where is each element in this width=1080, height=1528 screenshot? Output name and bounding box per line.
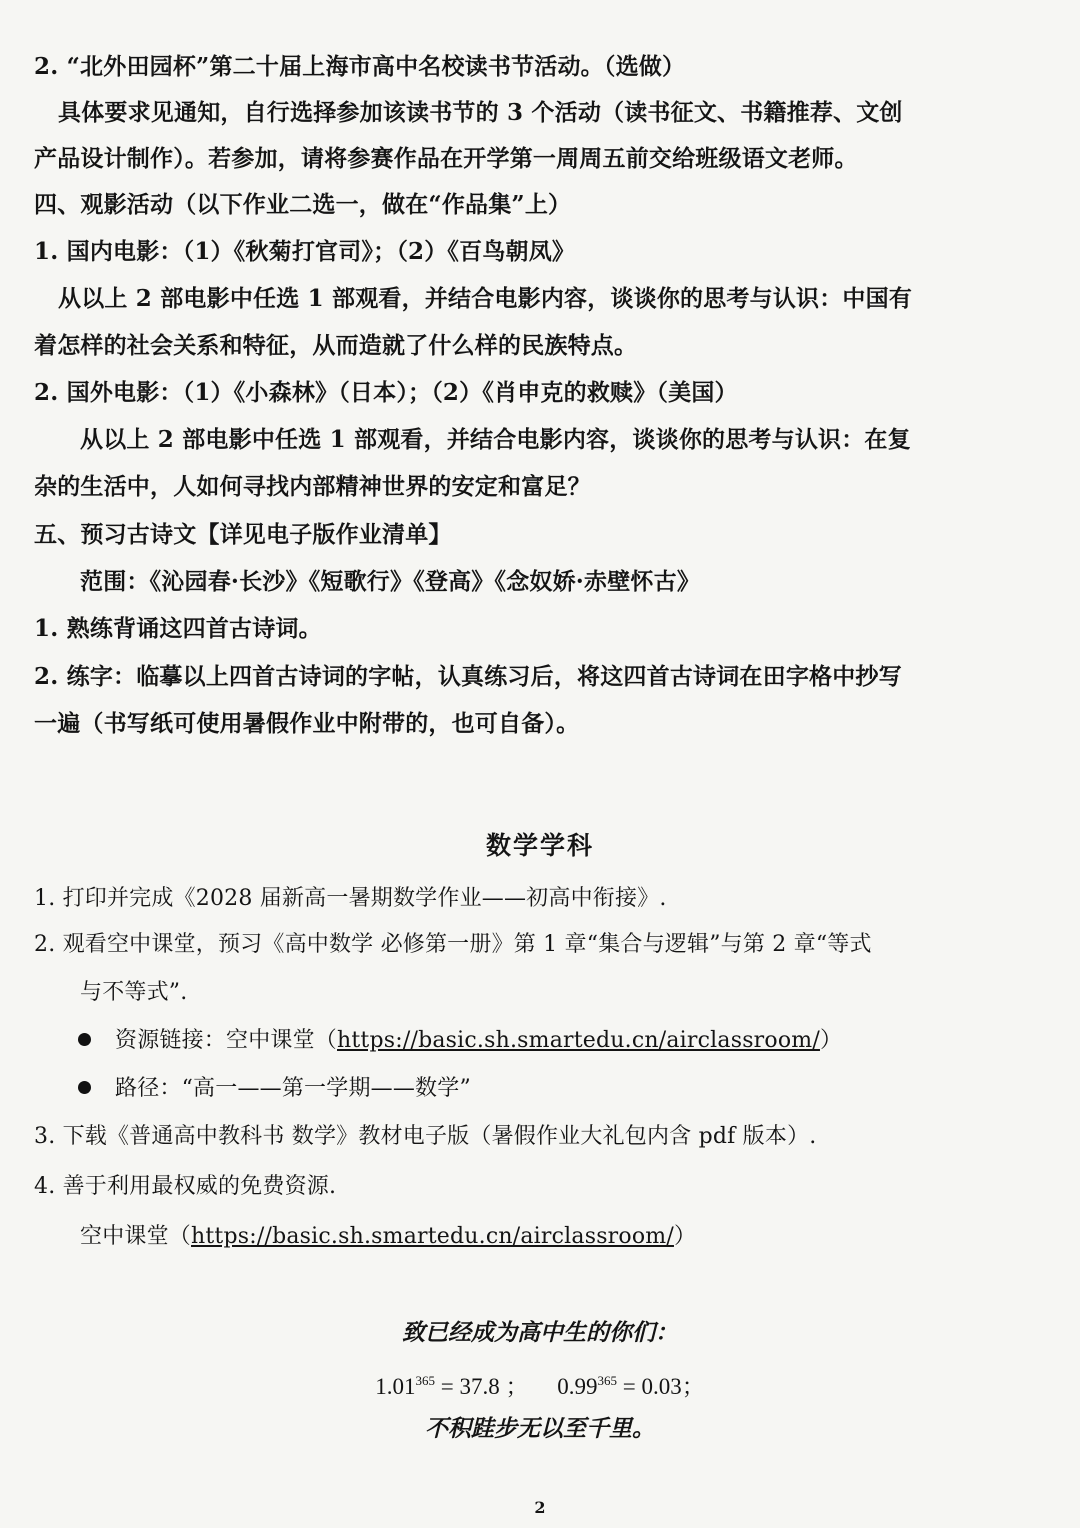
closing-greeting: 致已经成为高中生的你们： [402, 1319, 678, 1346]
math-item-3: 3. 下载《普通高中教科书 数学》教材电子版（暑假作业大礼包内含 pdf 版本）. [34, 1124, 817, 1149]
math-item-2: 2. 观看空中课堂，预习《高中数学 必修第一册》第 1 章“集合与逻辑”与第 2 章“等式 [34, 932, 872, 957]
resource-link-bullet [78, 1026, 1050, 1056]
movie-activity-heading: 四、观影活动（以下作业二选一，做在“作品集”上） [34, 191, 572, 218]
bullet-icon [78, 1081, 91, 1094]
formula-line [0, 1366, 1080, 1402]
domestic-movies: 1. 国内电影：（1）《秋菊打官司》；（2）《百鸟朝凤》 [34, 238, 576, 265]
poetry-recite: 1. 熟练背诵这四首古诗词。 [34, 615, 322, 642]
path-bullet [78, 1074, 1050, 1104]
foreign-movies-task: 从以上 2 部电影中任选 1 部观看，并结合电影内容，谈谈你的思考与认识：在复 [80, 426, 911, 453]
airclassroom-label: 空中课堂（ [80, 1224, 192, 1249]
foreign-movies: 2. 国外电影：（1）《小森林》（日本）；（2）《肖申克的救赎》（美国） [34, 379, 738, 406]
bullet-icon [78, 1033, 91, 1046]
formula-2: $0.99^{365} = 0.03$； [557, 1373, 705, 1399]
math-item-4: 4. 善于利用最权威的免费资源. [34, 1174, 337, 1199]
resource-link-close: ） [819, 1028, 843, 1053]
math-item-1: 1. 打印并完成《2028 届新高一暑期数学作业——初高中衔接》. [34, 886, 667, 911]
foreign-movies-task-cont: 杂的生活中，人如何寻找内部精神世界的安定和富足？ [34, 473, 591, 500]
math-section-title: 数学学科 [485, 831, 594, 860]
path-text: 路径：“高一——第一学期——数学” [115, 1076, 471, 1101]
airclassroom-close: ） [673, 1224, 697, 1249]
closing-motto: 不积跬步无以至千里。 [425, 1415, 655, 1442]
airclassroom-link-2[interactable]: https://basic.sh.smartedu.cn/airclassroom/ [191, 1224, 674, 1249]
poetry-copy-cont: 一遍（书写纸可使用暑假作业中附带的，也可自备）。 [34, 710, 580, 737]
page-number: 2 [534, 1498, 546, 1517]
poetry-copy: 2. 练字：临摹以上四首古诗词的字帖，认真练习后，将这四首古诗词在田字格中抄写 [34, 663, 902, 690]
domestic-movies-task: 从以上 2 部电影中任选 1 部观看，并结合电影内容，谈谈你的思考与认识：中国有 [58, 285, 913, 312]
reading-festival-requirement-cont: 产品设计制作）。若参加，请将参赛作品在开学第一周周五前交给班级语文老师。 [34, 145, 858, 172]
airclassroom-link[interactable]: https://basic.sh.smartedu.cn/airclassroom/ [337, 1028, 820, 1053]
math-item-4-link-line [80, 1222, 1050, 1252]
reading-festival-item: 2. “北外田园杯”第二十届上海市高中名校读书节活动。（选做） [34, 53, 686, 80]
resource-link-label: 资源链接：空中课堂（ [115, 1028, 338, 1053]
formula-1: $1.01^{365} = 37.8$ ； [375, 1373, 529, 1399]
reading-festival-requirement: 具体要求见通知，自行选择参加该读书节的 3 个活动（读书征文、书籍推荐、文创 [58, 99, 903, 126]
poetry-preview-heading: 五、预习古诗文【详见电子版作业清单】 [34, 521, 452, 548]
poetry-scope: 范围：《沁园春·长沙》《短歌行》《登高》《念奴娇·赤壁怀古》 [80, 568, 701, 595]
math-item-2-cont: 与不等式”. [80, 980, 188, 1005]
domestic-movies-task-cont: 着怎样的社会关系和特征，从而造就了什么样的民族特点。 [34, 332, 638, 359]
